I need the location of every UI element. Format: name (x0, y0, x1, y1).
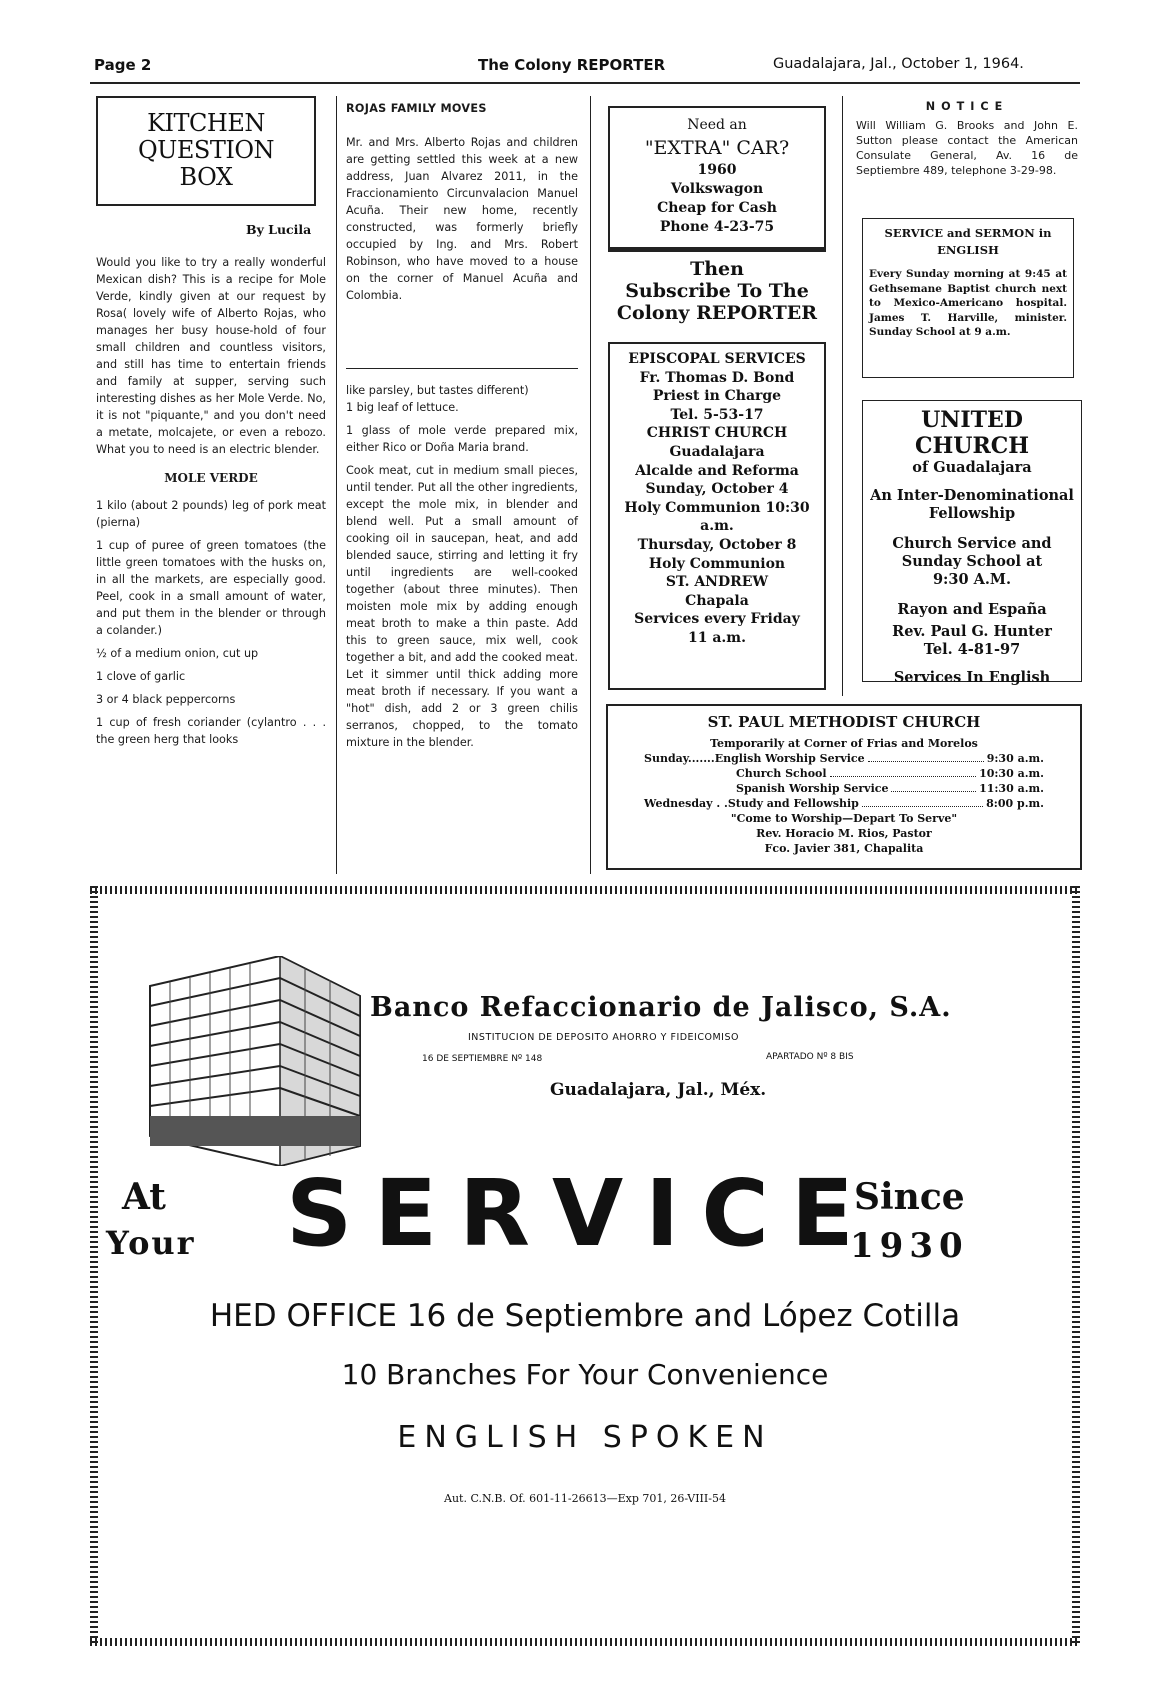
car-ad-line: Volkswagon (670, 181, 764, 197)
united-line: Rayon and España (897, 601, 1047, 618)
schedule-time: 8:00 p.m. (986, 797, 1044, 810)
methodist-box (606, 704, 1082, 870)
bank-building-icon (130, 956, 370, 1166)
story-divider (346, 368, 578, 369)
sermon-body: Every Sunday morning at 9:45 at Gethsemane Baptist church next to Mexico-Americano hospital. James T. Harville, minister. Sunday School at 9 a.m. (869, 268, 1067, 338)
kitchen-intro: Would you like to try a really wonderful Mexican dish? This is a recipe for Mole Verde, kindly given at our request by Rosa( lovely wife of Alberto Rojas, who manages her busy house-hold of four small children and countless visitors, and still has time to entertain friends and family at supper, serving such interesting dishes as her Mole Verde. No, it is not "piquante," and you don't need a metate, molcajete, or even a rebozo. What you to need is an electric blender. (96, 256, 326, 456)
schedule-label: Church School (736, 767, 827, 780)
masthead-rule (90, 82, 1080, 84)
ingredient: 1 clove of garlic (96, 670, 186, 683)
ingredient: 1 cup of puree of green tomatoes (the little green tomatoes with the husks on, in all the markets, are especially good. Peel, cook in a small amount of water, and put them in the blender or through a colander.) (96, 539, 326, 637)
united-line: UNITED CHURCH (914, 407, 1030, 459)
recipe-title: MOLE VERDE (164, 471, 258, 485)
bank-city: Guadalajara, Jal., Méx. (550, 1080, 767, 1100)
slogan-service: SERVICE (286, 1160, 876, 1267)
episcopal-line: a.m. (700, 518, 734, 535)
episcopal-line: Alcalde and Reforma (635, 462, 799, 479)
schedule-label: Sunday.......English Worship Service (644, 752, 865, 765)
bank-address: 16 DE SEPTIEMBRE Nº 148 (422, 1054, 543, 1064)
english-spoken: ENGLISH SPOKEN (397, 1420, 773, 1455)
methodist-sub: Temporarily at Corner of Frias and Morelos (710, 737, 978, 750)
episcopal-line: Chapala (685, 592, 749, 609)
car-ad-line: Phone 4-23-75 (659, 219, 775, 235)
united-line: Services In English (893, 669, 1051, 686)
subscribe-ad (602, 258, 832, 324)
ingredient: 3 or 4 black peppercorns (96, 693, 236, 706)
car-ad-line: Need an (687, 117, 747, 133)
episcopal-line: ST. ANDREW (665, 574, 769, 591)
notice-body: Will William G. Brooks and John E. Sutton please contact the American Consulate General, Av. 16 de Septiembre 489, telephone 3-29-98. (856, 119, 1078, 177)
notice-title: NOTICE (925, 100, 1009, 113)
kitchen-title-box (96, 96, 316, 206)
episcopal-line: 11 a.m. (688, 629, 746, 646)
methodist-pastor: Rev. Horacio M. Rios, Pastor (756, 827, 932, 840)
episcopal-title: EPISCOPAL SERVICES (628, 351, 806, 367)
recipe-cont-line: like parsley, but tastes different) (346, 384, 529, 397)
ingredient: 1 cup of fresh coriander (cylantro . . . the green herg that looks (96, 716, 326, 746)
schedule-time: 9:30 a.m. (986, 752, 1044, 765)
car-ad-line: "EXTRA" CAR? (644, 137, 790, 159)
united-line: Church Service and (892, 535, 1052, 552)
schedule-label: Spanish Worship Service (736, 782, 889, 795)
subscribe-line: Subscribe To The (625, 280, 809, 302)
schedule-label: Wednesday . .Study and Fellowship (644, 797, 859, 810)
bank-name: Banco Refaccionario de Jalisco, S.A. (370, 992, 952, 1023)
head-office: HED OFFICE 16 de Septiembre and López Cotilla (209, 1298, 961, 1334)
recipe-cont-line: 1 glass of mole verde prepared mix, either Rico or Doña Maria brand. (346, 424, 578, 454)
arrow-border-right (1072, 886, 1080, 1646)
slogan-your: Your (106, 1224, 196, 1262)
car-ad (608, 106, 826, 252)
episcopal-line: Fr. Thomas D. Bond (639, 369, 795, 386)
schedule-row (644, 796, 1044, 811)
paper-name: The Colony REPORTER (478, 56, 666, 74)
kitchen-column (96, 254, 326, 754)
bank-ad (90, 886, 1080, 1646)
schedule-row (644, 751, 1044, 766)
kitchen-title-line: QUESTION (137, 136, 275, 164)
kitchen-byline: By Lucila (246, 222, 312, 237)
united-line: An Inter-Denominational (870, 487, 1074, 504)
united-line: Fellowship (928, 505, 1016, 522)
united-line: Rev. Paul G. Hunter (892, 623, 1052, 640)
rojas-headline: ROJAS FAMILY MOVES (346, 102, 487, 115)
episcopal-line: Holy Communion 10:30 (624, 499, 810, 516)
methodist-title: ST. PAUL METHODIST CHURCH (707, 713, 981, 731)
page-number: Page 2 (94, 56, 152, 74)
episcopal-line: Holy Communion (648, 555, 786, 572)
ingredient: 1 kilo (about 2 pounds) leg of pork meat (pierna) (96, 499, 326, 529)
episcopal-line: Sunday, October 4 (645, 481, 789, 498)
slogan-year: 1930 (850, 1226, 969, 1266)
schedule-time: 11:30 a.m. (979, 782, 1044, 795)
united-church-box (862, 400, 1082, 686)
subscribe-line: Then (690, 258, 744, 280)
united-line: Sunday School at (901, 553, 1043, 570)
united-line: 9:30 A.M. (932, 571, 1012, 588)
episcopal-line: Guadalajara (669, 443, 765, 460)
column-divider (336, 96, 337, 874)
united-line: Tel. 4-81-97 (923, 641, 1021, 658)
dateline: Guadalajara, Jal., October 1, 1964. (773, 56, 1024, 72)
schedule-time: 10:30 a.m. (979, 767, 1044, 780)
schedule-row (644, 781, 1044, 796)
sermon-title: ENGLISH (937, 243, 999, 257)
recipe-continued (346, 382, 578, 757)
episcopal-line: Services every Friday (634, 611, 800, 628)
episcopal-line: Thursday, October 8 (637, 536, 797, 553)
subscribe-line: Colony REPORTER (616, 302, 818, 324)
kitchen-title-line: BOX (179, 163, 233, 191)
episcopal-box (608, 342, 826, 690)
recipe-cont-line: 1 big leaf of lettuce. (346, 401, 459, 414)
slogan-since: Since (854, 1176, 965, 1218)
car-ad-line: 1960 (697, 162, 737, 178)
united-line: of Guadalajara (912, 459, 1032, 476)
schedule-row (644, 766, 1044, 781)
arrow-border-bottom (90, 1638, 1080, 1646)
episcopal-line: CHRIST CHURCH (646, 425, 788, 442)
sermon-title: SERVICE and SERMON in (884, 226, 1052, 240)
methodist-motto: "Come to Worship—Depart To Serve" (730, 812, 958, 825)
branches: 10 Branches For Your Convenience (341, 1358, 829, 1391)
arrow-border-top (90, 886, 1080, 894)
sermon-box (862, 218, 1074, 378)
episcopal-line: Tel. 5-53-17 (670, 406, 764, 423)
episcopal-line: Priest in Charge (652, 388, 782, 405)
bank-tagline: INSTITUCION DE DEPOSITO AHORRO Y FIDEICOMISO (468, 1032, 739, 1043)
column-divider (842, 96, 843, 696)
ingredient: ½ of a medium onion, cut up (96, 647, 259, 660)
rojas-body: Mr. and Mrs. Alberto Rojas and children are getting settled this week at a new address, Juan Alvarez 2011, in the Fraccionamiento Circunvalacion Manuel Acuña. Their new home, recently constructed, was formerly briefly occupied by Ing. and Mrs. Robert Robinson, who have moved to a house on the corner of Manuel Acuña and Colombia. (346, 136, 578, 302)
bank-permit: Aut. C.N.B. Of. 601-11-26613—Exp 701, 26-VIII-54 (444, 1492, 726, 1505)
recipe-cont-line: Cook meat, cut in medium small pieces, until tender. Put all the other ingredients, except the mole mix, in blender and blend well. Put a small amount of cooking oil in saucepan, heat, and add blended sauce, stirring and letting it fry until ingredients are well-cooked together (about three minutes). Then moisten mole mix by adding enough meat broth to make a thin paste. Add this to green sauce, mix well, cook together a bit, and add the cooked meat. Let it simmer until thick adding more meat broth if necessary. If you want a "hot" dish, add 2 or 3 green chilis serranos, chopped, to the tomato mixture in the blender. (346, 464, 578, 749)
column-divider (590, 96, 591, 874)
slogan-at: At (122, 1176, 166, 1218)
arrow-border-left (90, 886, 98, 1646)
bank-apartado: APARTADO Nº 8 BIS (766, 1052, 854, 1062)
methodist-address: Fco. Javier 381, Chapalita (764, 842, 924, 855)
kitchen-title-line: KITCHEN (147, 109, 265, 137)
car-ad-line: Cheap for Cash (657, 200, 777, 216)
